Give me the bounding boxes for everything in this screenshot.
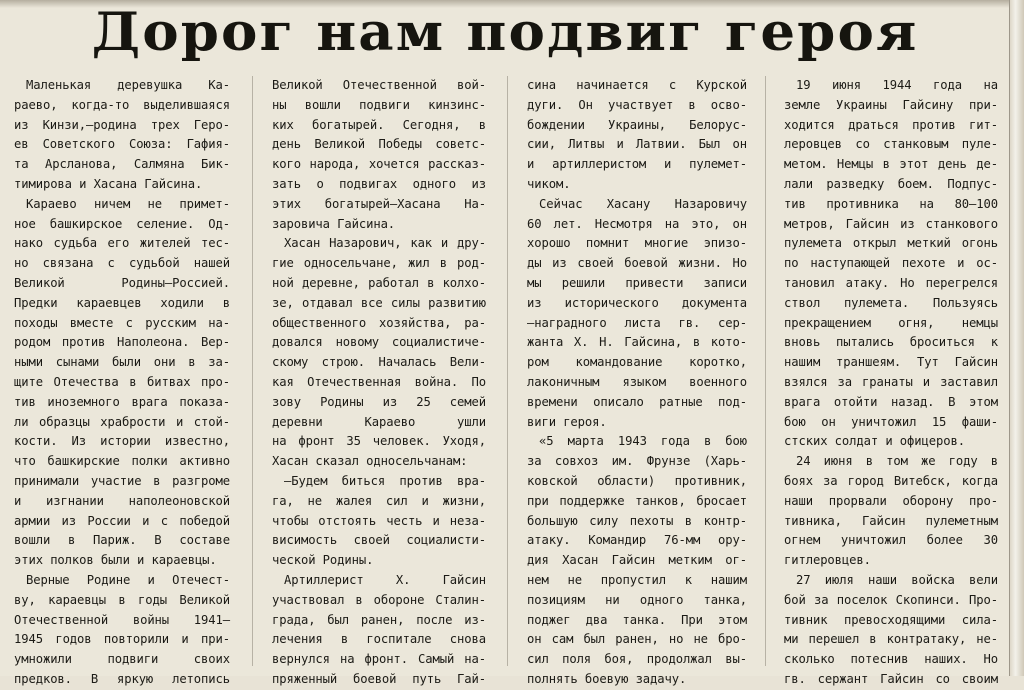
- text-line: Предки караевцев ходили в: [14, 295, 230, 310]
- text-line: при поддержке танков, бросает: [527, 493, 747, 508]
- text-line: что башкирские полки активно: [14, 454, 230, 469]
- text-line: мы решили привести записи: [527, 275, 747, 290]
- text-line: тив иноземного врага показа-: [14, 394, 230, 409]
- text-line: гие односельчане, жил в род-: [272, 256, 486, 271]
- text-line: сии, Литвы и Латвии. Был он: [527, 137, 747, 152]
- text-line: тив противника на 80—100: [784, 196, 998, 211]
- text-line: тановил атаку. Но перегрелся: [784, 275, 998, 290]
- text-line: из Кинзи,—родина трех Геро-: [14, 117, 230, 132]
- text-line: умножили подвиги своих: [14, 652, 230, 667]
- text-line: бождении Украины, Белорус-: [527, 117, 747, 132]
- text-line: кости. Из истории известно,: [14, 434, 230, 449]
- text-line: участвовал в обороне Сталин-: [272, 592, 486, 607]
- text-line: Верные Родине и Отечест-: [26, 572, 230, 587]
- text-line: ковской области) противник,: [527, 473, 747, 488]
- text-line: нашим траншеям. Тут Гайсин: [784, 355, 998, 370]
- text-line: лечения в госпитале снова: [272, 632, 486, 647]
- text-line: принимали участие в разгроме: [14, 473, 230, 488]
- text-line: полнять боевую задачу.: [527, 671, 687, 686]
- text-line: но связана с судьбой нашей: [14, 256, 230, 271]
- text-line: стских солдат и офицеров.: [784, 434, 965, 449]
- text-line: гитлеровцев.: [784, 553, 871, 568]
- text-line: ких богатырей. Сегодня, в: [272, 117, 486, 132]
- text-line: этих полков были и караевцы.: [14, 553, 217, 568]
- text-line: ствол пулемета. Пользуясь: [784, 295, 998, 310]
- text-line: этих богатырей—Хасана На-: [272, 196, 486, 211]
- text-line: довался новому социалистиче-: [272, 335, 486, 350]
- text-line: бою он уничтожил 15 фаши-: [784, 414, 998, 429]
- text-line: ром командование коротко,: [527, 355, 747, 370]
- text-line: нако судьба его жителей тес-: [14, 236, 230, 251]
- text-line: тивник превосходящими сила-: [784, 612, 998, 627]
- text-line: сколько потеснив наших. Но: [784, 652, 998, 667]
- text-line: он сам был ранен, но не бро-: [527, 632, 747, 647]
- text-line: большую силу пехоты в контр-: [527, 513, 747, 528]
- text-line: 60 лет. Несмотря на это, он: [527, 216, 747, 231]
- text-line: пулемета открыл меткий огонь: [784, 236, 998, 251]
- text-line: —Будем биться против вра-: [284, 473, 486, 488]
- text-line: «5 марта 1943 года в бою: [539, 434, 747, 449]
- text-line: по наступающей пехоте и ос-: [784, 256, 998, 271]
- text-line: 27 июля наши войска вели: [796, 572, 998, 587]
- column-rule: [252, 76, 253, 666]
- text-line: ли образцы храбрости и стой-: [14, 414, 230, 429]
- text-line: Хасан Назарович, как и дру-: [284, 236, 486, 251]
- text-line: ное башкирское селение. Од-: [14, 216, 230, 231]
- text-line: вернулся на фронт. Самый на-: [272, 652, 486, 667]
- text-line: наши прорвали оборону про-: [784, 493, 998, 508]
- text-line: из исторического документа: [527, 295, 747, 310]
- text-line: тивника, Гайсин пулеметным: [784, 513, 998, 528]
- text-line: 1945 годов повторили и при-: [14, 632, 230, 647]
- text-line: щите Отечества в битвах про-: [14, 374, 230, 389]
- text-line: позициям ни одного танка,: [527, 592, 747, 607]
- text-line: кого народа, хочется рассказ-: [272, 157, 486, 172]
- article-column-1: [14, 76, 230, 690]
- text-line: лали разведку боем. Подпус-: [784, 176, 998, 191]
- text-line: леровцев со станковым пуле-: [784, 137, 998, 152]
- text-line: ными сынами были они в за-: [14, 355, 230, 370]
- text-line: времени описало ратные под-: [527, 394, 747, 409]
- text-line: день Великой Победы советс-: [272, 137, 486, 152]
- text-line: огнем уничтожил более 30: [784, 533, 998, 548]
- article-column-4: [784, 76, 998, 690]
- text-line: раево, когда-то выделившаяся: [14, 97, 230, 112]
- text-line: ми перешел в контратаку, не-: [784, 632, 998, 647]
- text-line: Караево ничем не примет-: [26, 196, 230, 211]
- text-line: вошли в Париж. В составе: [14, 533, 230, 548]
- column-rule: [507, 76, 508, 666]
- text-line: походы вместе с русским на-: [14, 315, 230, 330]
- article-column-3: [527, 76, 747, 690]
- text-line: лаконичным языком военного: [527, 374, 747, 389]
- text-line: общественного хозяйства, ра-: [272, 315, 486, 330]
- text-line: поджег два танка. При этом: [527, 612, 747, 627]
- text-line: Хасан сказал односельчанам:: [272, 454, 468, 469]
- text-line: и артиллеристом и пулемет-: [527, 157, 747, 172]
- page-edge: [1009, 0, 1024, 676]
- text-line: Отечественной войны 1941—: [14, 612, 230, 627]
- text-line: зать о подвигах одного из: [272, 176, 486, 191]
- text-line: 19 июня 1944 года на: [796, 78, 998, 92]
- text-line: земле Украины Гайсину при-: [784, 97, 998, 112]
- text-line: виги героя.: [527, 414, 607, 429]
- text-line: сил поля боя, продолжал вы-: [527, 652, 747, 667]
- text-line: ды из своей боевой жизни. Но: [527, 256, 747, 271]
- text-line: ходится драться против гит-: [784, 117, 998, 132]
- text-line: предков. В яркую летопись: [14, 671, 230, 686]
- text-line: взялся за гранаты и заставил: [784, 374, 998, 389]
- text-line: зову Родины из 25 семей: [272, 394, 486, 409]
- text-line: зе, отдавал все силы развитию: [272, 295, 486, 310]
- text-line: метров, Гайсин из станкового: [784, 216, 998, 231]
- text-line: пряженный боевой путь Гай-: [272, 671, 486, 686]
- text-line: прекращением огня, немцы: [784, 315, 998, 330]
- text-line: висимость своей социалисти-: [272, 533, 486, 548]
- text-line: дуги. Он участвует в осво-: [527, 97, 747, 112]
- text-line: сина начинается с Курской: [527, 78, 747, 92]
- text-line: армии из России и с победой: [14, 513, 230, 528]
- text-line: на фронт 35 человек. Уходя,: [272, 434, 486, 449]
- article-column-2: [272, 76, 486, 690]
- text-line: чтобы отстоять честь и неза-: [272, 513, 486, 528]
- text-line: атаку. Командир 76-мм ору-: [527, 533, 747, 548]
- text-line: 24 июня в том же году в: [796, 454, 998, 469]
- text-line: Маленькая деревушка Ка-: [26, 78, 230, 92]
- text-line: дия Хасан Гайсин метким ог-: [527, 553, 747, 568]
- text-line: Сейчас Хасану Назаровичу: [539, 196, 747, 211]
- text-line: та Арсланова, Салмяна Бик-: [14, 157, 230, 172]
- text-line: родом против Наполеона. Вер-: [14, 335, 230, 350]
- text-line: га, не жалея сил и жизни,: [272, 493, 486, 508]
- text-line: Артиллерист Х. Гайсин: [284, 572, 486, 587]
- headline: Дорог нам подвиг героя: [91, 2, 919, 63]
- text-line: жанта Х. Н. Гайсина, в кото-: [527, 335, 747, 350]
- text-line: хорошо помнит многие эпизо-: [527, 236, 747, 251]
- text-line: ву, караевцы в годы Великой: [14, 592, 230, 607]
- text-line: ной деревне, работал в колхо-: [272, 275, 486, 290]
- text-line: боях за город Витебск, когда: [784, 473, 998, 488]
- text-line: нем не пропустил к нашим: [527, 572, 747, 587]
- text-line: ческой Родины.: [272, 553, 374, 568]
- text-line: бой за поселок Скопинси. Про-: [784, 592, 998, 607]
- text-line: —наградного листа гв. сер-: [527, 315, 747, 330]
- text-line: чиком.: [527, 176, 571, 191]
- text-line: деревни Караево ушли: [272, 414, 486, 429]
- text-line: ев Советского Союза: Гафия-: [14, 137, 230, 152]
- text-line: и изгнании наполеоновской: [14, 493, 230, 508]
- text-line: заровича Гайсина.: [272, 216, 396, 231]
- text-line: метом. Немцы в этот день де-: [784, 157, 998, 172]
- text-line: скому строю. Началась Вели-: [272, 355, 486, 370]
- text-line: гв. сержант Гайсин со своим: [784, 671, 998, 686]
- text-line: врага отойти назад. В этом: [784, 394, 998, 409]
- text-line: Великой Родины—Россией.: [14, 275, 230, 290]
- text-line: града, был ранен, после из-: [272, 612, 486, 627]
- text-line: кая Отечественная война. По: [272, 374, 486, 389]
- column-rule: [765, 76, 766, 666]
- text-line: за совхоз им. Фрунзе (Харь-: [527, 454, 747, 469]
- text-line: тимирова и Хасана Гайсина.: [14, 176, 203, 191]
- text-line: ны вошли подвиги кинзинс-: [272, 97, 486, 112]
- text-line: Великой Отечественной вой-: [272, 78, 486, 92]
- text-line: вновь пытались броситься к: [784, 335, 998, 350]
